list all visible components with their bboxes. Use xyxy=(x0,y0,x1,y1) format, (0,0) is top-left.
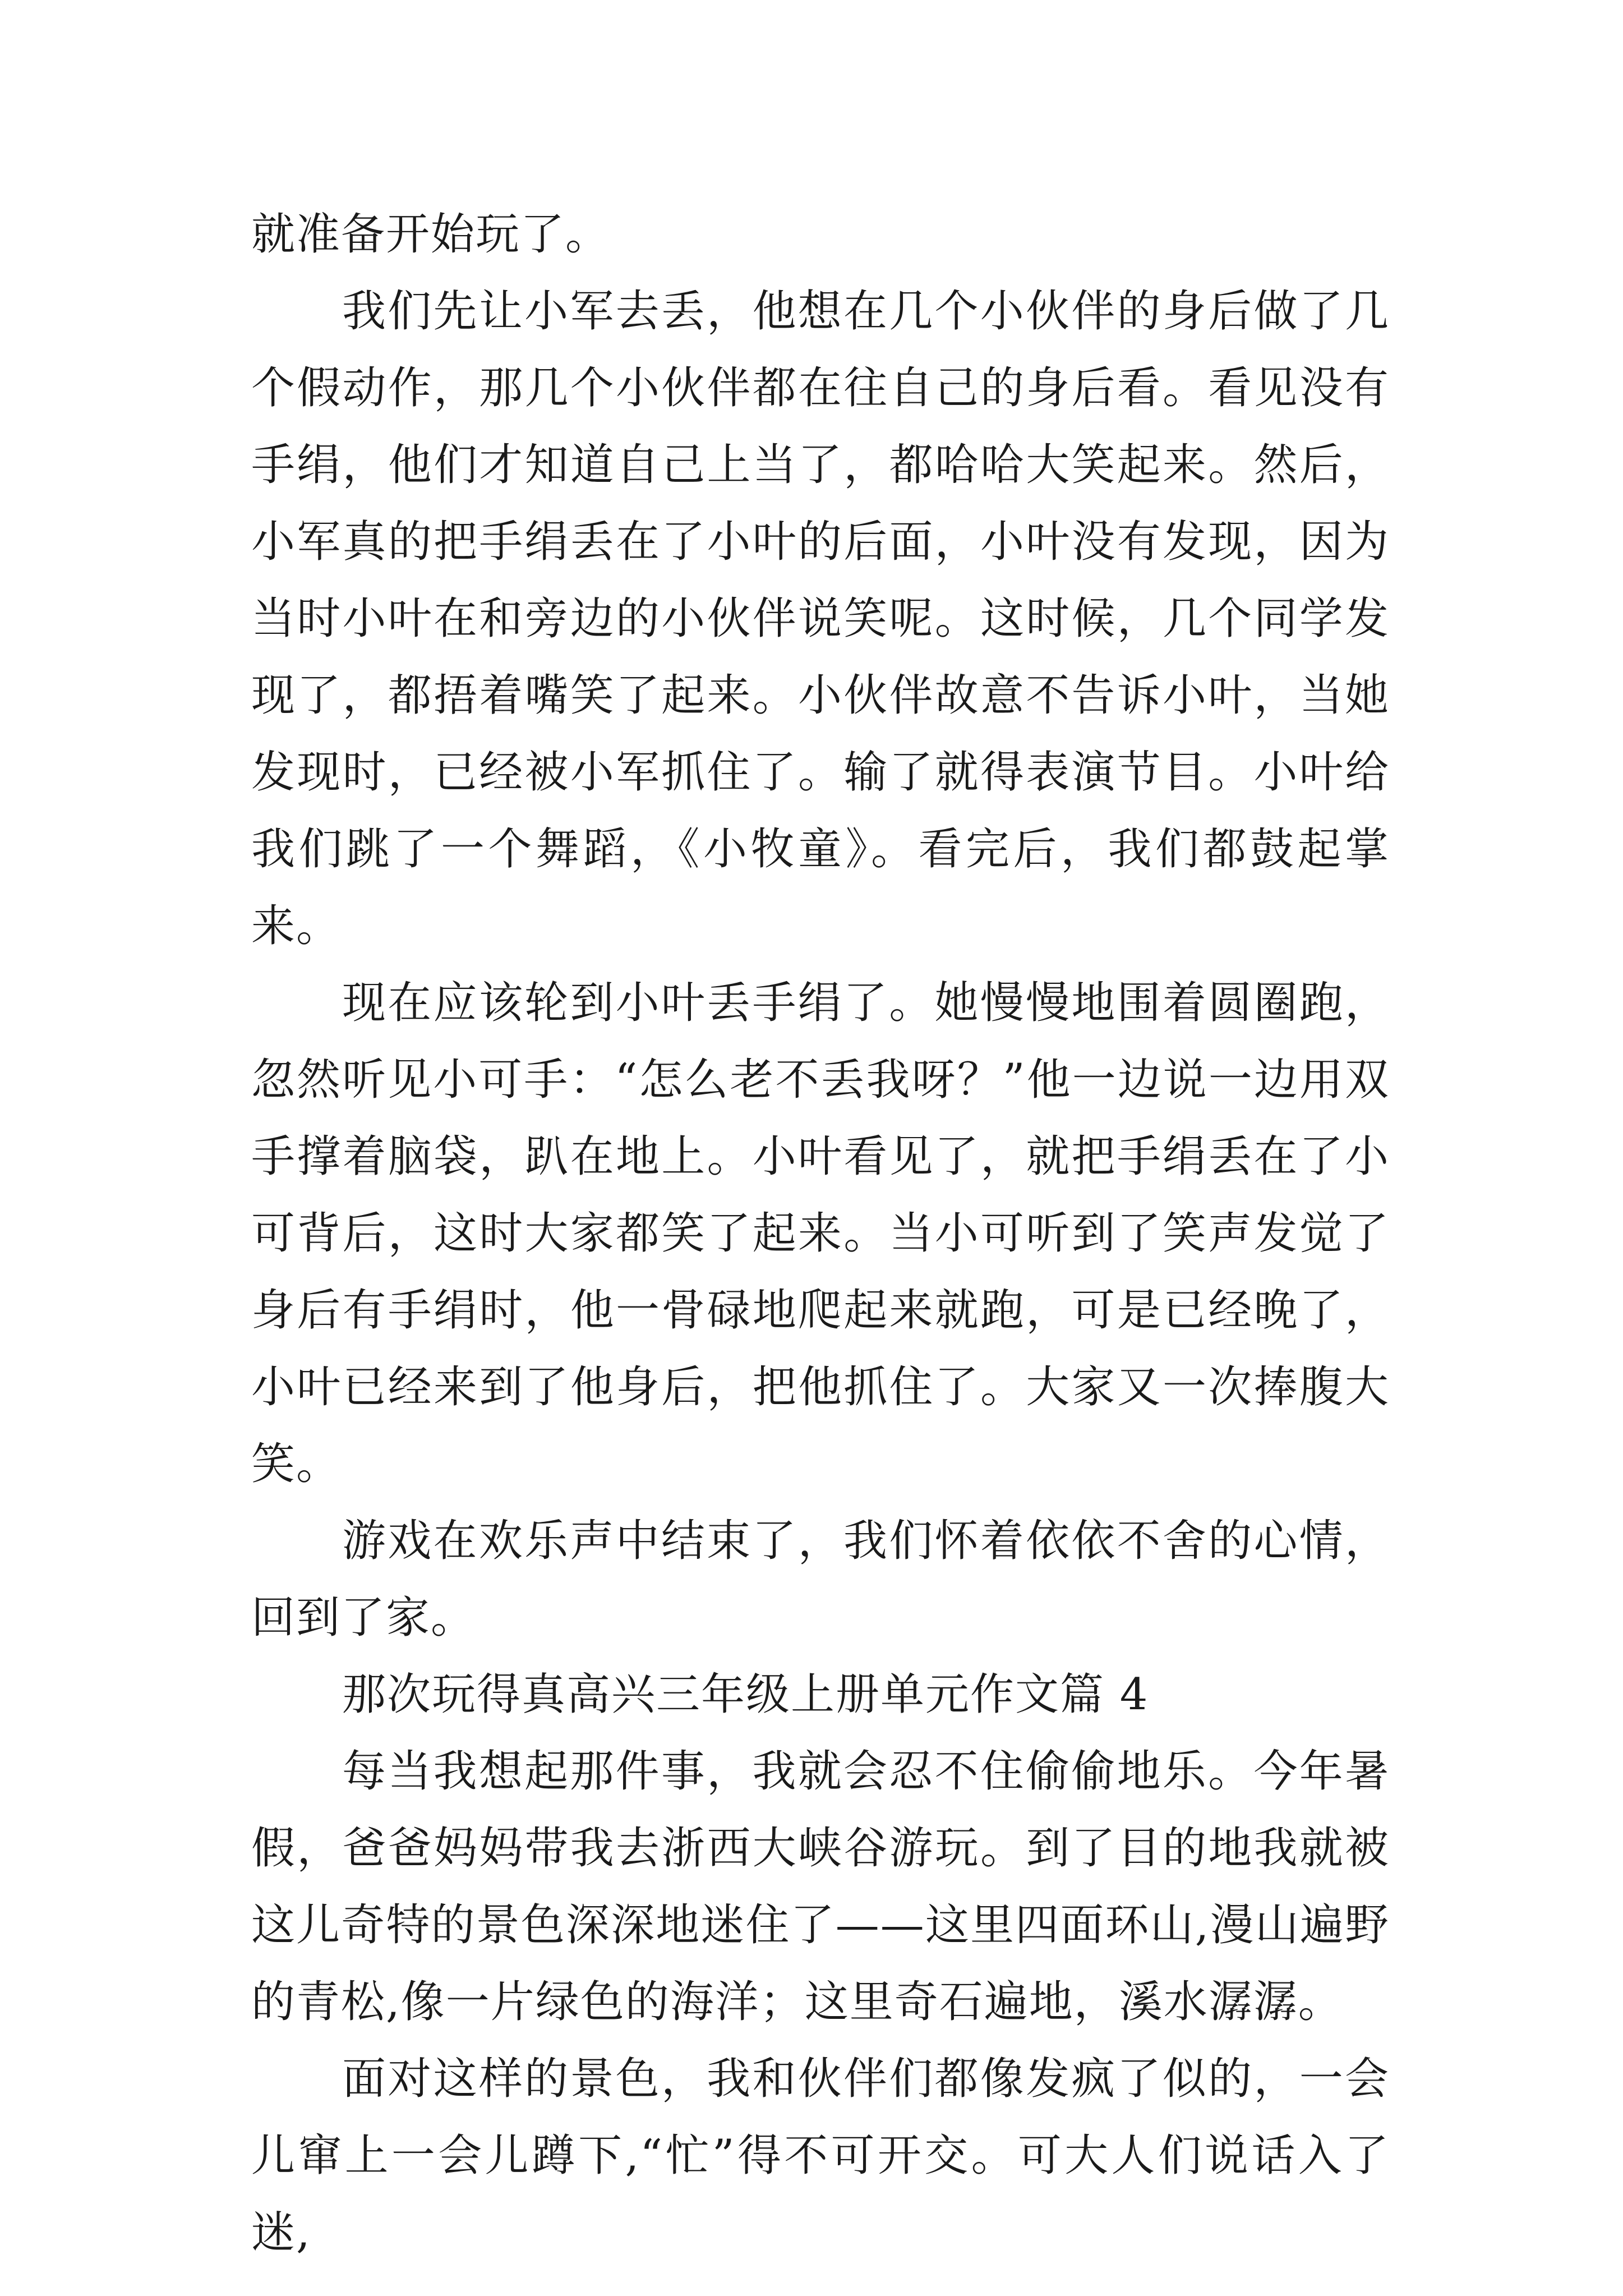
section-heading: 那次玩得真高兴三年级上册单元作文篇 4 xyxy=(342,1669,1149,1720)
paragraph-continuation: 就准备开始玩了。 xyxy=(251,209,611,260)
paragraph: 游戏在欢乐声中结束了，我们怀着依依不舍的心情，回到了家。 xyxy=(251,1516,1390,1643)
paragraph: 现在应该轮到小叶丢手绢了。她慢慢地围着圆圈跑，忽然听见小可手：“怎么老不丢我呀？”他一边说一边用双手撑着脑袋，趴在地上。小叶看见了，就把手绢丢在了小可背后，这时大家都笑了起来。当小可听到了笑声发觉了身后有手绢时，他一骨碌地爬起来就跑，可是已经晚了，小叶已经来到了他身后，把他抓住了。大家又一次捧腹大笑。 xyxy=(251,978,1390,1489)
paragraph: 面对这样的景色，我和伙伴们都像发疯了似的，一会儿窜上一会儿蹲下,“忙”得不可开交。可大人们说话入了迷, xyxy=(251,2054,1390,2258)
paragraph: 每当我想起那件事，我就会忍不住偷偷地乐。今年暑假，爸爸妈妈带我去浙西大峡谷游玩。到了目的地我就被这儿奇特的景色深深地迷住了——这里四面环山,漫山遍野的青松,像一片绿色的海洋；这里奇石遍地，溪水潺潺。 xyxy=(251,1746,1390,2027)
document-body xyxy=(251,196,1390,2271)
paragraph: 我们先让小军去丢，他想在几个小伙伴的身后做了几个假动作，那几个小伙伴都在往自己的身后看。看见没有手绢，他们才知道自己上当了，都哈哈大笑起来。然后，小军真的把手绢丢在了小叶的后面，小叶没有发现，因为当时小叶在和旁边的小伙伴说笑呢。这时候，几个同学发现了，都捂着嘴笑了起来。小伙伴故意不告诉小叶，当她发现时，已经被小军抓住了。输了就得表演节目。小叶给我们跳了一个舞蹈，《小牧童》。看完后，我们都鼓起掌来。 xyxy=(251,286,1390,951)
